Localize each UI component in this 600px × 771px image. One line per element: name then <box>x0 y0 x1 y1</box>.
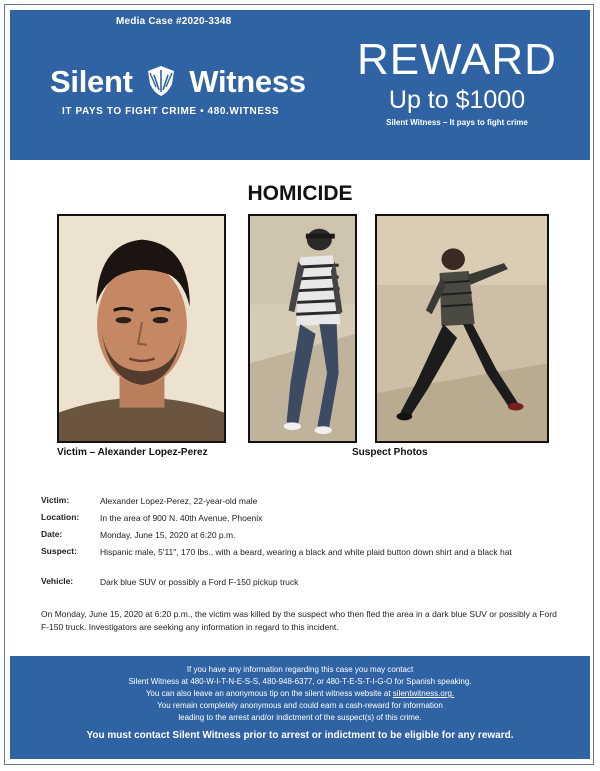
reward-amount: Up to $1000 <box>388 86 526 114</box>
detail-label: Location: <box>41 512 80 522</box>
detail-value: Dark blue SUV or possibly a Ford F-150 pickup truck <box>100 577 299 587</box>
suspect-caption: Suspect Photos <box>352 447 428 458</box>
footer-line-4: You remain completely anonymous and could earn a cash-reward for information <box>157 701 443 710</box>
logo-tagline: IT PAYS TO FIGHT CRIME • 480.WITNESS <box>62 106 280 117</box>
detail-value: Hispanic male, 5'11", 170 lbs., with a beard, wearing a black and white plaid button down shirt and a black hat <box>100 547 512 557</box>
detail-value: In the area of 900 N. 40th Avenue, Phoenix <box>100 513 263 523</box>
victim-photo <box>57 214 226 443</box>
suspect-photo-2 <box>375 214 549 443</box>
detail-label: Date: <box>41 529 63 539</box>
shield-eye-icon <box>143 62 179 98</box>
footer-line-5: leading to the arrest and/or indictment of the suspect(s) of this crime. <box>178 713 422 722</box>
reward-tagline: Silent Witness – It pays to fight crime <box>386 118 528 127</box>
detail-row-location <box>41 512 561 529</box>
silent-witness-logo <box>50 62 306 100</box>
case-narrative: On Monday, June 15, 2020 at 6:20 p.m., the victim was killed by the suspect who then fled the area in a dark blue SUV or possibly a Ford F-150 truck. Investigators are seeking any information in regard to this incident. <box>41 609 557 632</box>
reward-heading: REWARD <box>357 35 557 84</box>
case-details <box>41 495 561 593</box>
detail-label: Victim: <box>41 495 70 505</box>
footer-line-2: Silent Witness at 480-W-I-T-N-E-S-S, 480-948-6377, or 480-T-E-S-T-I-G-O for Spanish speaking. <box>128 677 472 686</box>
logo-word-silent: Silent <box>50 64 133 99</box>
detail-value: Monday, June 15, 2020 at 6:20 p.m. <box>100 530 236 540</box>
detail-row-vehicle <box>41 576 561 593</box>
footer-banner <box>10 656 590 759</box>
detail-label: Vehicle: <box>41 576 74 586</box>
page-title: HOMICIDE <box>247 182 353 205</box>
footer-line-3 <box>10 688 590 700</box>
website-link[interactable]: silentwitness.org. <box>392 689 455 698</box>
victim-caption: Victim – Alexander Lopez-Perez <box>57 447 208 458</box>
detail-row-victim <box>41 495 561 512</box>
header-banner <box>10 10 590 160</box>
detail-row-suspect <box>41 546 561 576</box>
logo-word-witness: Witness <box>189 64 306 99</box>
reward-eligibility-notice: You must contact Silent Witness prior to arrest or indictment to be eligible for any reward. <box>86 730 514 741</box>
detail-label: Suspect: <box>41 546 77 556</box>
suspect-photo-1 <box>248 214 357 443</box>
footer-line-3-text: You can also leave an anonymous tip on the silent witness website at <box>145 689 393 698</box>
detail-value: Alexander Lopez-Perez, 22-year-old male <box>100 496 258 506</box>
detail-row-date <box>41 529 561 546</box>
footer-line-1: If you have any information regarding this case you may contact <box>186 665 414 674</box>
media-case-number: Media Case #2020-3348 <box>116 16 232 27</box>
